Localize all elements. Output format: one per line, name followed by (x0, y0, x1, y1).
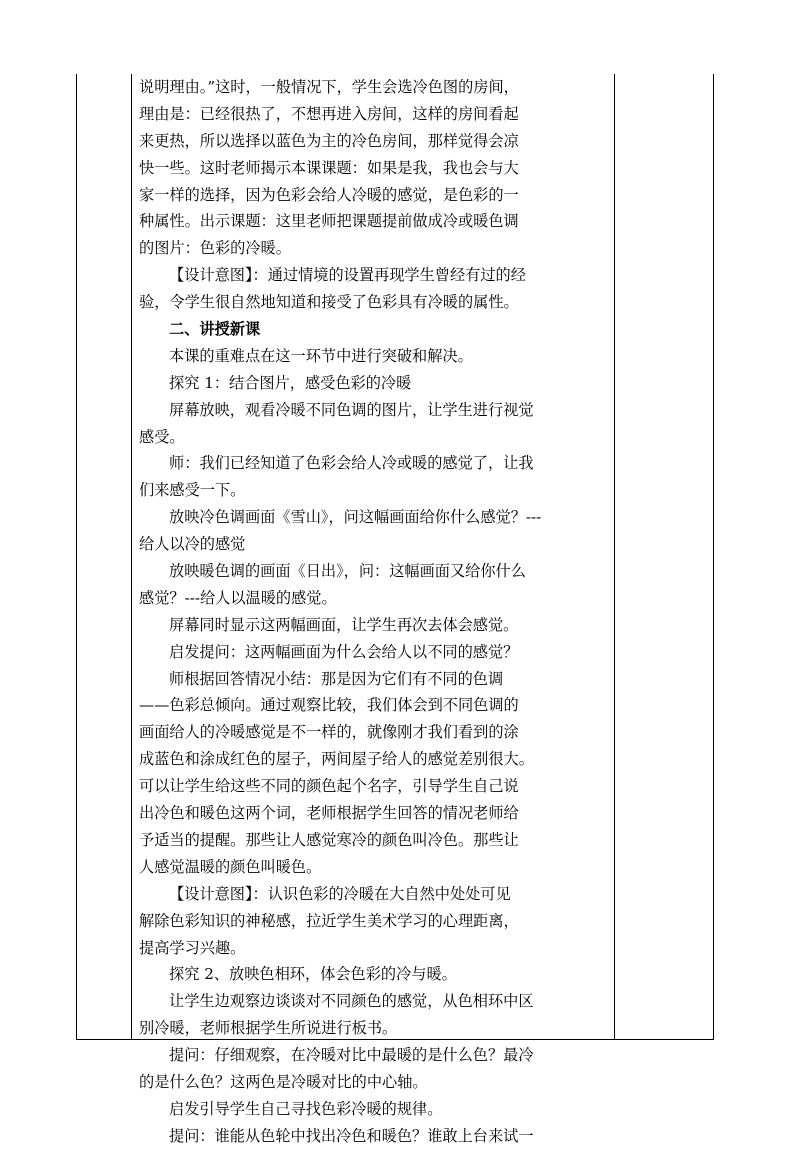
text-line: 探究 1：结合图片，感受色彩的冷暖 (169, 373, 412, 392)
text-line: 感受。 (139, 427, 185, 446)
text-line: 人感觉温暖的颜色叫暖色。 (139, 857, 322, 876)
text-line: 提高学习兴趣。 (139, 938, 246, 957)
right-column-divider (614, 74, 615, 1039)
text-line: 的是什么色？这两色是冷暖对比的中心轴。 (139, 1072, 428, 1091)
text-line: 提问：仔细观察，在冷暖对比中最暖的是什么色？最冷 (169, 1046, 534, 1065)
text-line: 解除色彩知识的神秘感，拉近学生美术学习的心理距离， (139, 911, 519, 930)
text-line: 放映暖色调的画面《日出》，问：这幅画面又给你什么 (169, 562, 526, 581)
text-line: 来更热，所以选择以蓝色为主的冷色房间，那样觉得会凉 (139, 131, 519, 150)
text-line: 验，令学生很自然地知道和接受了色彩具有冷暖的属性。 (139, 293, 519, 312)
text-line: 出冷色和暖色这两个词，老师根据学生回答的情况老师给 (139, 804, 519, 823)
text-line: 【设计意图】：认识色彩的冷暖在大自然中处处可见 (169, 884, 511, 903)
text-line: 家一样的选择，因为色彩会给人冷暖的感觉，是色彩的一 (139, 185, 519, 204)
text-line: 予适当的提醒。那些让人感觉寒冷的颜色叫冷色。那些让 (139, 830, 519, 849)
text-line: ——色彩总倾向。通过观察比较，我们体会到不同色调的 (139, 696, 519, 715)
text-line: 提问：谁能从色轮中找出冷色和暖色？谁敢上台来试一 (169, 1126, 534, 1145)
text-line: 启发引导学生自己寻找色彩冷暖的规律。 (169, 1099, 443, 1118)
text-line: 的图片：色彩的冷暖。 (139, 239, 291, 258)
text-line: 快一些。这时老师揭示本课课题：如果是我，我也会与大 (139, 158, 519, 177)
text-line: 屏幕放映，观看冷暖不同色调的图片，让学生进行视觉 (169, 400, 534, 419)
text-line: 种属性。出示课题：这里老师把课题提前做成冷或暖色调 (139, 212, 519, 231)
text-line: 们来感受一下。 (139, 481, 246, 500)
text-line: 启发提问：这两幅画面为什么会给人以不同的感觉？ (169, 642, 519, 661)
text-line: 别冷暖，老师根据学生所说进行板书。 (139, 1019, 398, 1038)
section-heading: 二、讲授新课 (169, 320, 261, 339)
text-line: 理由是：已经很热了，不想再进入房间，这样的房间看起 (139, 104, 519, 123)
text-line: 放映冷色调画面《雪山》，问这幅画面给你什么感觉？--- (169, 508, 542, 527)
text-line: 师根据回答情况小结：那是因为它们有不同的色调 (169, 669, 504, 688)
text-line: 【设计意图】：通过情境的设置再现学生曾经有过的经 (169, 266, 526, 285)
lesson-content-cell (139, 74, 609, 1145)
text-line: 画面给人的冷暖感觉是不一样的，就像刚才我们看到的涂 (139, 723, 519, 742)
text-line: 说明理由。”这时，一般情况下，学生会选冷色图的房间， (139, 78, 519, 96)
text-line: 成蓝色和涂成红色的屋子，两间屋子给人的感觉差别很大。 (139, 750, 534, 769)
text-line: 给人以冷的感觉 (139, 535, 246, 554)
text-line: 让学生边观察边谈谈对不同颜色的感觉，从色相环中区 (169, 992, 534, 1011)
lesson-plan-table (76, 74, 714, 1145)
text-line: 师：我们已经知道了色彩会给人冷或暖的感觉了，让我 (169, 454, 534, 473)
left-column-divider (131, 74, 132, 1039)
text-line: 探究 2、放映色相环，体会色彩的冷与暖。 (169, 965, 457, 984)
text-line: 可以让学生给这些不同的颜色起个名字，引导学生自己说 (139, 777, 519, 796)
text-line: 本课的重难点在这一环节中进行突破和解决。 (169, 346, 473, 365)
text-line: 感觉？---给人以温暖的感觉。 (139, 588, 337, 607)
text-line: 屏幕同时显示这两幅画面，让学生再次去体会感觉。 (169, 615, 519, 634)
